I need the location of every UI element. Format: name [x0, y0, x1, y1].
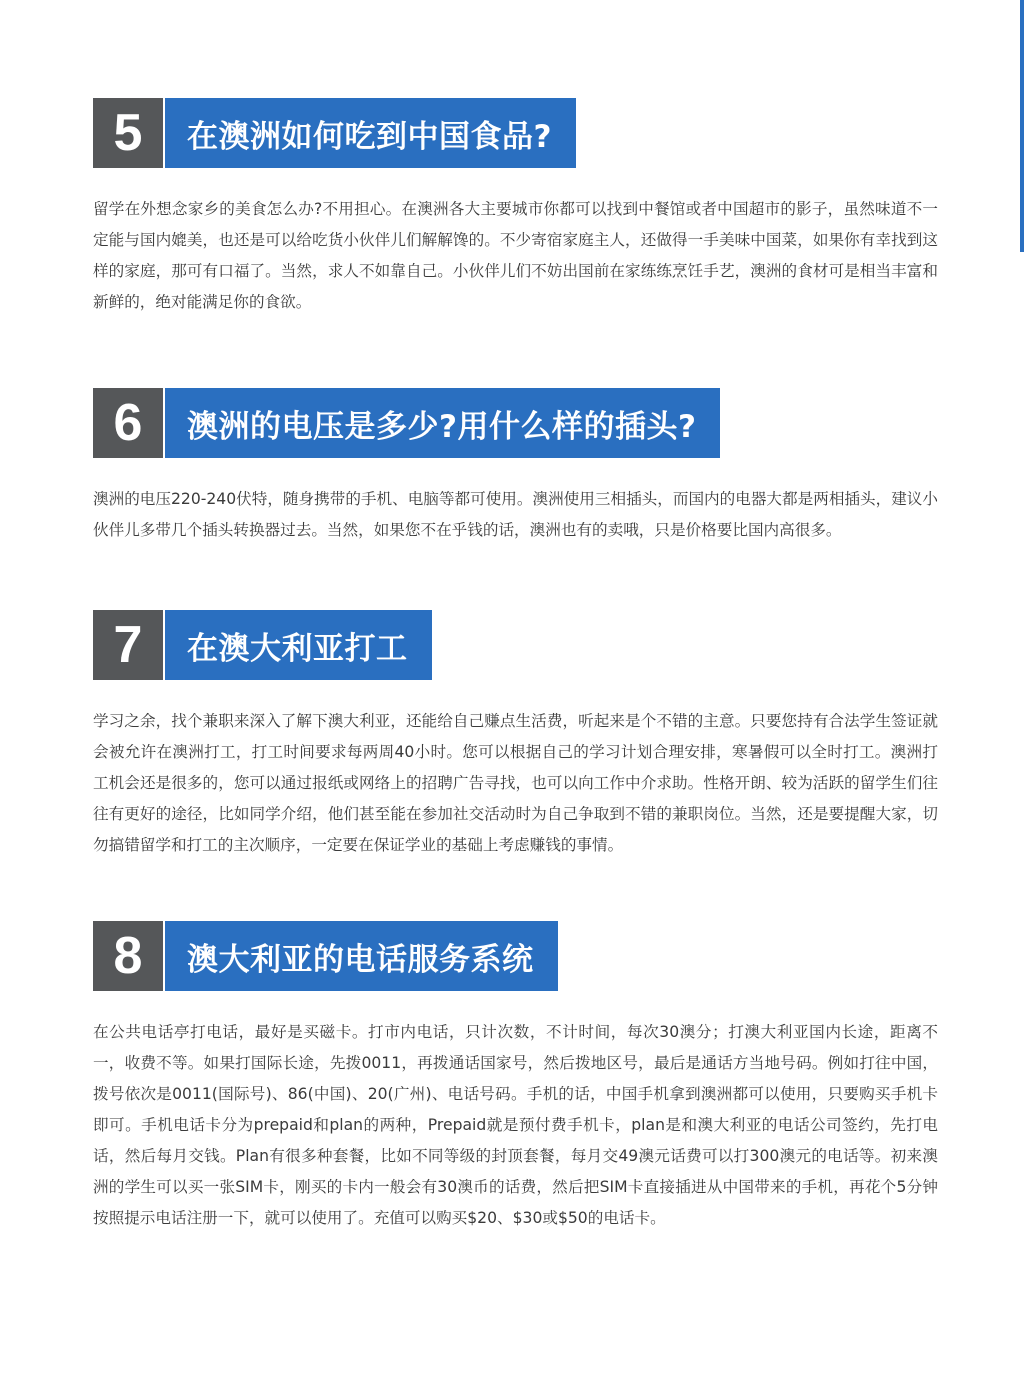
section-title: 澳洲的电压是多少?用什么样的插头? [165, 388, 720, 458]
section-header [93, 921, 938, 991]
edge-accent-bar [1020, 0, 1024, 252]
section-number: 7 [93, 610, 163, 680]
section-7 [93, 610, 938, 861]
section-5 [93, 98, 938, 318]
section-header [93, 98, 938, 168]
section-body: 在公共电话亭打电话，最好是买磁卡。打市内电话，只计次数，不计时间，每次30澳分；打澳大利亚国内长途，距离不一，收费不等。如果打国际长途，先拨0011，再拨通话国家号，然后拨地区号，最后是通话方当地号码。例如打往中国，拨号依次是0011(国际号)、86(中国)、20(广州)、电话号码。手机的话，中国手机拿到澳洲都可以使用，只要购买手机卡即可。手机电话卡分为prepaid和plan的两种，Prepaid就是预付费手机卡，plan是和澳大利亚的电话公司签约，先打电话，然后每月交钱。Plan有很多种套餐，比如不同等级的封顶套餐，每月交49澳元话费可以打300澳元的电话等。初来澳洲的学生可以买一张SIM卡，刚买的卡内一般会有30澳币的话费，然后把SIM卡直接插进从中国带来的手机，再花个5分钟按照提示电话注册一下，就可以使用了。充值可以购买$20、$30或$50的电话卡。 [93, 1023, 938, 1227]
section-header [93, 388, 938, 458]
section-number: 6 [93, 388, 163, 458]
section-8 [93, 921, 938, 1234]
section-number: 5 [93, 98, 163, 168]
section-header [93, 610, 938, 680]
section-body: 学习之余，找个兼职来深入了解下澳大利亚，还能给自己赚点生活费，听起来是个不错的主意。只要您持有合法学生签证就会被允许在澳洲打工，打工时间要求每两周40小时。您可以根据自己的学习计划合理安排，寒暑假可以全时打工。澳洲打工机会还是很多的，您可以通过报纸或网络上的招聘广告寻找，也可以向工作中介求助。性格开朗、较为活跃的留学生们往往有更好的途径，比如同学介绍，他们甚至能在参加社交活动时为自己争取到不错的兼职岗位。当然，还是要提醒大家，切勿搞错留学和打工的主次顺序，一定要在保证学业的基础上考虑赚钱的事情。 [93, 712, 938, 854]
section-title: 澳大利亚的电话服务系统 [165, 921, 558, 991]
section-body: 留学在外想念家乡的美食怎么办?不用担心。在澳洲各大主要城市你都可以找到中餐馆或者中国超市的影子，虽然味道不一定能与国内媲美，也还是可以给吃货小伙伴儿们解解馋的。不少寄宿家庭主人，还做得一手美味中国菜，如果你有幸找到这样的家庭，那可有口福了。当然，求人不如靠自己。小伙伴儿们不妨出国前在家练练烹饪手艺，澳洲的食材可是相当丰富和新鲜的，绝对能满足你的食欲。 [93, 200, 938, 311]
section-number: 8 [93, 921, 163, 991]
section-6 [93, 388, 938, 546]
section-body: 澳洲的电压220-240伏特，随身携带的手机、电脑等都可使用。澳洲使用三相插头，而国内的电器大都是两相插头，建议小伙伴儿多带几个插头转换器过去。当然，如果您不在乎钱的话，澳洲也有的卖哦，只是价格要比国内高很多。 [93, 490, 938, 539]
section-title: 在澳大利亚打工 [165, 610, 432, 680]
section-title: 在澳洲如何吃到中国食品? [165, 98, 576, 168]
